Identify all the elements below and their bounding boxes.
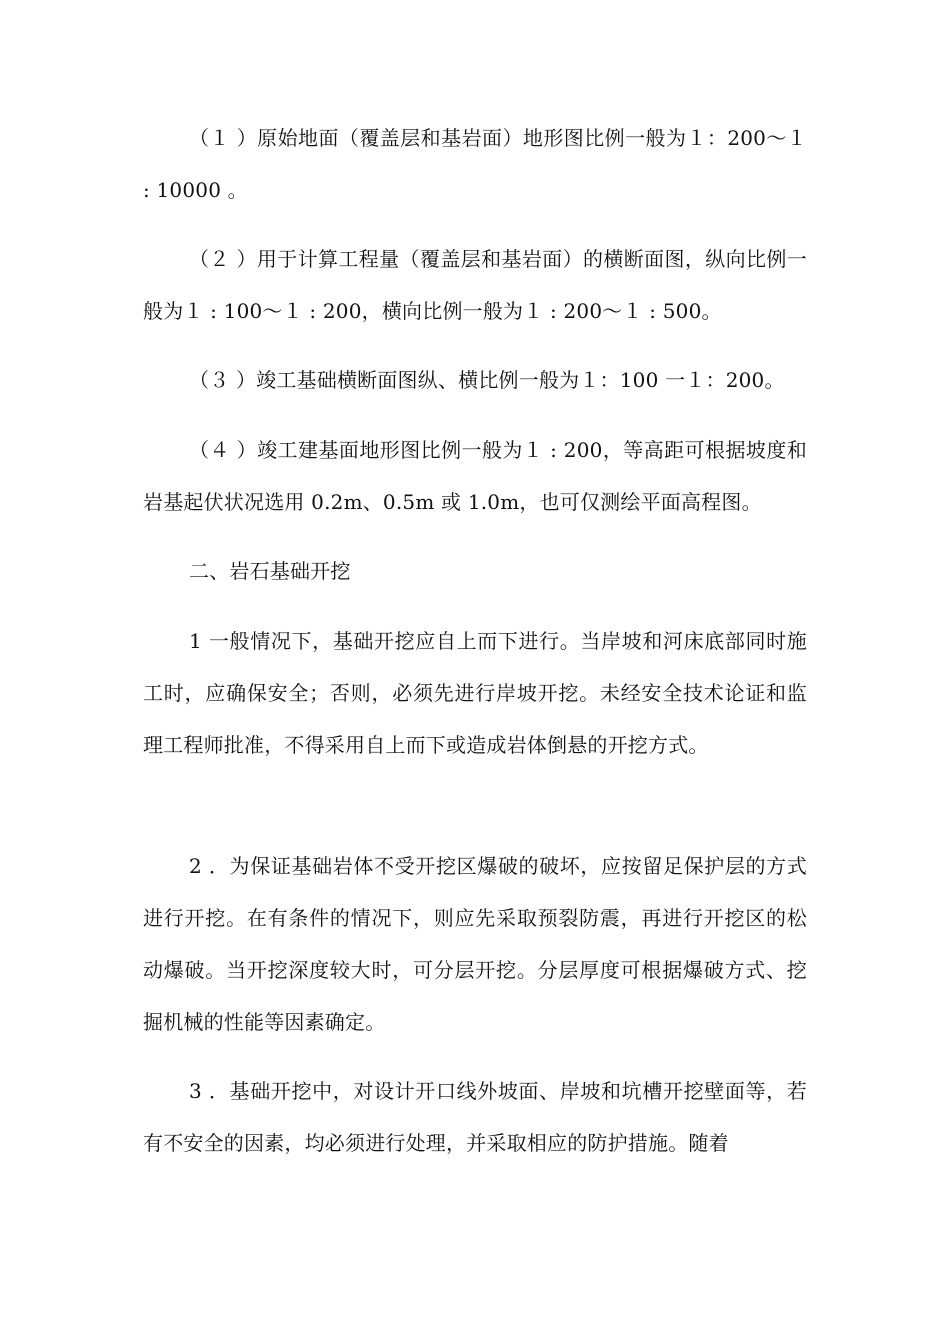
paragraph-completion-topo-scale: （４ ）竣工建基面地形图比例一般为１ : 200，等高距可根据坡度和岩基起伏状况选用 0.2m、0.5m 或 1.0m，也可仅测绘平面高程图。 <box>143 438 807 514</box>
paragraph-map-scale: （１ ）原始地面（覆盖层和基岩面）地形图比例一般为１：200～１ : 10000 。 <box>143 126 807 202</box>
paragraph-completion-section-scale: （３ ）竣工基础横断面图纵、横比例一般为１：100 一１：200。 <box>189 368 785 392</box>
paragraph-item-1: 1 一般情况下，基础开挖应自上而下进行。当岸坡和河床底部同时施工时，应确保安全；否则，必须先进行岸坡开挖。未经安全技术论证和监理工程师批准，不得采用自上而下或造成岩体倒悬的开挖方式。 <box>143 629 807 757</box>
paragraph-item-3: 3 ．基础开挖中，对设计开口线外坡面、岸坡和坑槽开挖壁面等，若有不安全的因素，均必须进行处理，并采取相应的防护措施。随着 <box>143 1079 807 1155</box>
paragraph-item-2: 2 ．为保证基础岩体不受开挖区爆破的破坏，应按留足保护层的方式进行开挖。在有条件的情况下，则应先采取预裂防震，再进行开挖区的松动爆破。当开挖深度较大时，可分层开挖。分层厚度可根据爆破方式、挖掘机械的性能等因素确定。 <box>143 854 807 1034</box>
section-heading: 二、岩石基础开挖 <box>189 559 351 583</box>
paragraph-cross-section-scale: （２ ）用于计算工程量（覆盖层和基岩面）的横断面图，纵向比例一般为１ : 100～１ : 200，横向比例一般为１ : 200～１ : 500。 <box>143 247 807 323</box>
